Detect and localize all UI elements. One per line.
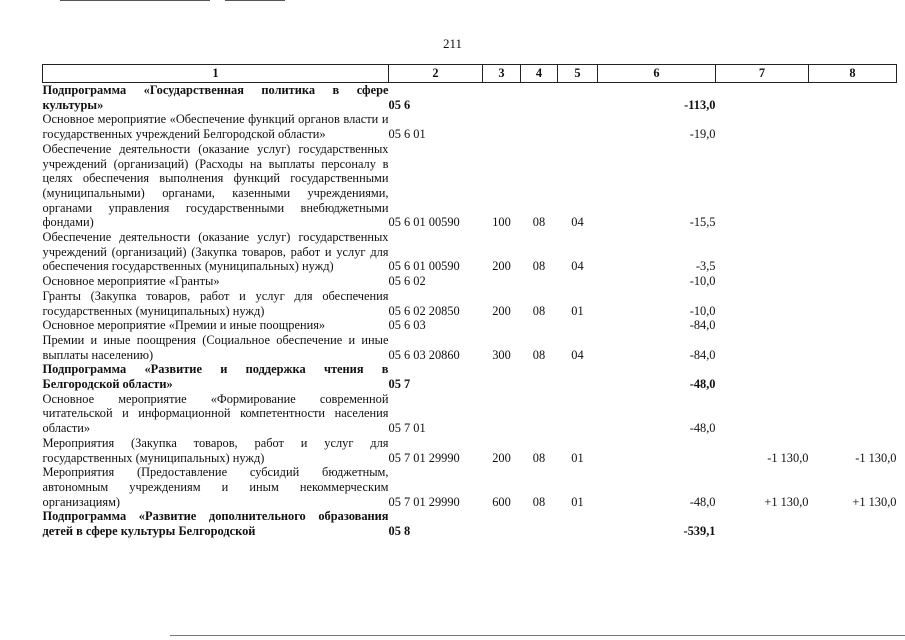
- row-col-7: [716, 333, 809, 362]
- row-col-5: 01: [571, 494, 584, 509]
- column-header-8: 8: [809, 65, 897, 83]
- bottom-rule: [170, 635, 905, 636]
- row-code: 05 6 02: [388, 274, 426, 289]
- table-row: [43, 465, 897, 509]
- row-col-3: 200: [492, 450, 511, 465]
- row-name: Основное мероприятие «Формирование современной читательской и информационной компетентности населения области»: [42, 391, 389, 436]
- row-name: Подпрограмма «Государственная политика в сфере культуры»: [42, 83, 389, 112]
- row-col-8: [809, 318, 897, 333]
- row-col-6: -48,0: [689, 494, 716, 509]
- row-col-7: [716, 230, 809, 274]
- row-name: Подпрограмма «Развитие дополнительного образования детей в сфере культуры Белгородской: [42, 509, 389, 539]
- row-col-8: [809, 362, 897, 391]
- row-code: 05 6 03 20860: [388, 347, 460, 362]
- row-code: 05 6 03: [388, 318, 426, 333]
- row-col-6: -84,0: [689, 318, 716, 333]
- row-code: 05 7: [388, 377, 411, 392]
- budget-table: [42, 64, 897, 539]
- row-name: Обеспечение деятельности (оказание услуг) государственных учреждений (организаций) (Закупка товаров, работ и услуг для обеспечения государственных (муниципальных) нужд): [42, 230, 389, 274]
- table-row: [43, 274, 897, 289]
- row-col-3: [483, 112, 521, 141]
- row-col-7: +1 130,0: [764, 494, 809, 509]
- column-header-2: 2: [389, 65, 483, 83]
- column-header-5: 5: [558, 65, 598, 83]
- row-col-7: [716, 142, 809, 230]
- row-name: Мероприятия (Предоставление субсидий бюджетным, автономным учреждениям и иным некоммерческим организациям): [42, 465, 389, 509]
- row-col-3: 300: [492, 347, 511, 362]
- row-col-6: -15,5: [689, 215, 716, 230]
- table-row: [43, 112, 897, 141]
- row-col-8: [809, 392, 897, 436]
- row-col-8: [809, 333, 897, 362]
- row-name: Подпрограмма «Развитие и поддержка чтения в Белгородской области»: [42, 362, 389, 392]
- row-col-7: [716, 112, 809, 141]
- page-number: 211: [442, 36, 463, 51]
- row-col-4: [521, 112, 558, 141]
- column-header-4: 4: [521, 65, 558, 83]
- row-col-5: 01: [571, 450, 584, 465]
- table-row: [43, 362, 897, 391]
- row-col-6: -113,0: [684, 97, 716, 112]
- column-header-6: 6: [598, 65, 716, 83]
- table-row: [43, 289, 897, 318]
- top-rule-right: [225, 0, 285, 1]
- row-name: Мероприятия (Закупка товаров, работ и услуг для государственных (муниципальных) нужд): [42, 435, 389, 465]
- row-col-7: [716, 509, 809, 538]
- row-col-3: [483, 83, 521, 113]
- row-col-7: [716, 392, 809, 436]
- row-code: 05 7 01 29990: [388, 450, 460, 465]
- row-code: 05 8: [388, 524, 411, 539]
- row-col-5: [558, 83, 598, 113]
- row-col-4: [521, 392, 558, 436]
- row-col-4: 08: [532, 450, 546, 465]
- row-col-6: [598, 436, 716, 465]
- row-col-4: [521, 83, 558, 113]
- row-code: 05 6 01 00590: [388, 259, 460, 274]
- row-col-6: -48,0: [689, 377, 716, 392]
- row-name: Основное мероприятие «Гранты»: [42, 274, 220, 289]
- column-header-1: 1: [43, 65, 389, 83]
- row-code: 05 6 01 00590: [388, 215, 460, 230]
- row-col-4: [521, 274, 558, 289]
- row-col-7: -1 130,0: [767, 450, 809, 465]
- row-col-8: [809, 509, 897, 538]
- row-col-6: -539,1: [683, 524, 716, 539]
- table-row: [43, 436, 897, 465]
- row-col-4: 08: [532, 494, 546, 509]
- row-col-3: [483, 392, 521, 436]
- table-row: [43, 230, 897, 274]
- row-code: 05 7 01: [388, 421, 426, 436]
- row-col-8: [809, 230, 897, 274]
- row-col-5: 04: [571, 347, 584, 362]
- row-col-3: [483, 509, 521, 538]
- table-row: [43, 83, 897, 113]
- row-col-4: 08: [532, 347, 546, 362]
- row-col-6: -84,0: [689, 347, 716, 362]
- row-col-6: -19,0: [689, 127, 716, 142]
- row-col-8: [809, 142, 897, 230]
- row-col-4: 08: [532, 215, 546, 230]
- row-col-5: [558, 112, 598, 141]
- row-col-8: [809, 83, 897, 113]
- row-col-5: [558, 274, 598, 289]
- row-col-8: -1 130,0: [855, 450, 897, 465]
- row-code: 05 7 01 29990: [388, 494, 460, 509]
- row-name: Основное мероприятие «Обеспечение функций органов власти и государственных учреждений Белгородской области»: [42, 112, 389, 142]
- row-col-5: [558, 509, 598, 538]
- row-col-3: [483, 274, 521, 289]
- row-col-3: 200: [492, 259, 511, 274]
- row-col-8: +1 130,0: [852, 494, 897, 509]
- table-row: [43, 509, 897, 538]
- row-col-6: -3,5: [695, 259, 716, 274]
- row-col-8: [809, 112, 897, 141]
- row-code: 05 6 01: [388, 127, 426, 142]
- row-col-7: [716, 362, 809, 391]
- row-code: 05 6: [388, 97, 411, 112]
- row-col-5: [558, 392, 598, 436]
- row-code: 05 6 02 20850: [388, 303, 460, 318]
- table-row: [43, 333, 897, 362]
- row-col-7: [716, 274, 809, 289]
- row-col-6: -48,0: [689, 421, 716, 436]
- row-col-3: [483, 318, 521, 333]
- row-col-4: [521, 509, 558, 538]
- row-col-4: [521, 362, 558, 391]
- row-col-7: [716, 83, 809, 113]
- column-header-3: 3: [483, 65, 521, 83]
- table-header-row: [43, 65, 897, 83]
- row-col-8: [809, 289, 897, 318]
- row-name: Премии и иные поощрения (Социальное обеспечение и иные выплаты населению): [42, 332, 389, 362]
- row-col-5: [558, 362, 598, 391]
- row-col-6: -10,0: [689, 274, 716, 289]
- column-header-7: 7: [716, 65, 809, 83]
- row-col-7: [716, 318, 809, 333]
- row-col-8: [809, 274, 897, 289]
- row-col-5: 01: [571, 303, 584, 318]
- row-col-3: [483, 362, 521, 391]
- table-row: [43, 142, 897, 230]
- row-col-7: [716, 289, 809, 318]
- row-name: Обеспечение деятельности (оказание услуг) государственных учреждений (организаций) (Расходы на выплаты персоналу в целях обеспечения выполнения функций государственными (муниципальными) органами, казенными учреждениями, органами управления государственными внебюджетными фондами): [42, 141, 389, 230]
- row-col-4: 08: [532, 303, 546, 318]
- top-rule-left: [60, 0, 210, 1]
- row-col-5: [558, 318, 598, 333]
- row-col-6: -10,0: [689, 303, 716, 318]
- row-col-3: 200: [492, 303, 511, 318]
- row-col-5: 04: [571, 215, 584, 230]
- table-row: [43, 318, 897, 333]
- row-col-5: 04: [571, 259, 584, 274]
- table-row: [43, 392, 897, 436]
- row-name: Гранты (Закупка товаров, работ и услуг для обеспечения государственных (муниципальных) нужд): [42, 288, 389, 318]
- row-col-4: [521, 318, 558, 333]
- row-col-3: 600: [492, 494, 511, 509]
- row-col-4: 08: [532, 259, 546, 274]
- row-col-3: 100: [492, 215, 511, 230]
- row-name: Основное мероприятие «Премии и иные поощрения»: [42, 318, 326, 333]
